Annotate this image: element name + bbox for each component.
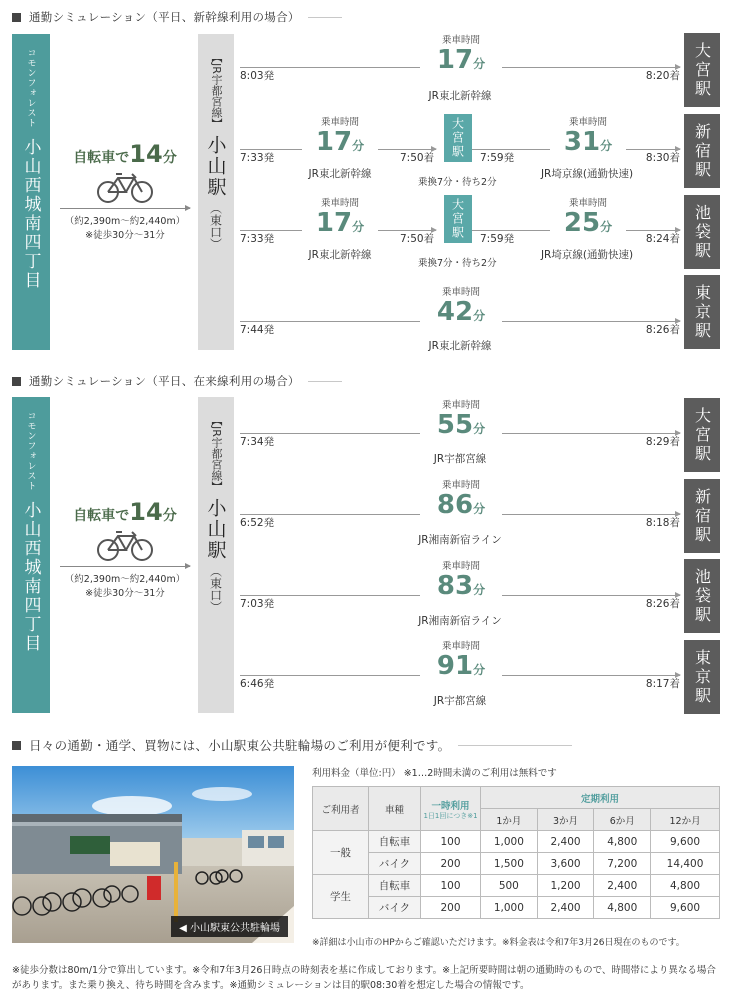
ride-time <box>550 114 626 156</box>
ride-minutes: 55 <box>436 410 474 440</box>
route-row <box>240 477 680 557</box>
ride-caption: 乗車時間 <box>568 198 607 209</box>
bike-label: 自転車で <box>73 508 130 524</box>
dest-omiya: 大宮駅 <box>684 33 720 107</box>
arrive-time: 8:18着 <box>645 517 680 529</box>
section-header <box>12 372 342 390</box>
bicycle-icon <box>96 170 154 204</box>
fee-cell: 14,400 <box>651 853 720 875</box>
ride-minutes: 17 <box>315 127 353 157</box>
header-user: ご利用者 <box>313 787 369 831</box>
dest-tokyo: 東京駅 <box>684 275 720 349</box>
line-name: JR東北新幹線 <box>428 340 492 352</box>
header-month: 3か月 <box>537 809 594 831</box>
bicycle-icon <box>96 528 154 562</box>
line-name: JR東北新幹線 <box>308 168 372 180</box>
fee-cell: 1,000 <box>481 897 538 919</box>
section-title: 日々の通勤・通学、買物には、小山駅東公共駐輪場のご利用が便利です。 <box>29 738 451 753</box>
section-title: 通勤シミュレーション（平日、新幹線利用の場合） <box>29 10 300 24</box>
ride-unit: 分 <box>473 663 486 677</box>
dest-ikebukuro: 池袋駅 <box>684 195 720 269</box>
route-row <box>240 193 680 273</box>
transfer-arrive-time: 7:50着 <box>400 233 435 245</box>
fee-cell: 2,400 <box>537 831 594 853</box>
bullet-square-icon <box>12 13 21 22</box>
section-title: 通勤シミュレーション（平日、在来線利用の場合） <box>29 374 300 388</box>
bike-minutes: 14 <box>129 140 163 168</box>
vehicle-type: 自転車 <box>369 875 421 897</box>
ride-caption: 乗車時間 <box>320 117 359 128</box>
ride-time <box>420 284 502 326</box>
fee-cell: 7,200 <box>594 853 651 875</box>
header-once-sub: 1日1回につき※1 <box>423 811 478 820</box>
ride-time <box>420 477 502 519</box>
fee-note: ※詳細は小山市のHPからご確認いただけます。※料金表は令和7年3月26日現在のものです。 <box>312 938 685 948</box>
line-name: JR東北新幹線 <box>308 249 372 261</box>
origin-station <box>198 34 234 350</box>
station-name: 小山駅 <box>204 497 227 561</box>
depart-time: 6:52発 <box>240 517 275 529</box>
route-row <box>240 397 680 477</box>
ride-minutes: 42 <box>436 297 474 327</box>
header-month: 6か月 <box>594 809 651 831</box>
transfer-station: 大宮駅 <box>444 114 472 162</box>
section-header <box>12 8 342 26</box>
ride-minutes: 17 <box>315 208 353 238</box>
bike-walk: ※徒歩30分～31分 <box>85 588 165 599</box>
fee-cell: 2,400 <box>537 897 594 919</box>
line-name: JR湘南新宿ライン <box>418 615 502 627</box>
bike-minutes: 14 <box>129 498 163 526</box>
header-once-label: 一時利用 <box>431 800 470 812</box>
bike-arrow <box>60 208 190 209</box>
vehicle-type: バイク <box>369 897 421 919</box>
bike-arrow <box>60 566 190 567</box>
ride-caption: 乗車時間 <box>441 287 480 298</box>
ride-minutes: 91 <box>436 651 474 681</box>
fee-cell: 9,600 <box>651 897 720 919</box>
line-name: JR湘南新宿ライン <box>418 534 502 546</box>
ride-time <box>550 195 626 237</box>
station-line: 【JR宇都宮線】 <box>210 52 223 129</box>
vehicle-type: バイク <box>369 853 421 875</box>
origin-address: 小山西城南四丁目 <box>20 501 41 653</box>
table-row <box>313 897 720 919</box>
footnote: ※徒歩分数は80m/1分で算出しています。※令和7年3月26日時点の時刻表を基に作成しております。※上記所要時間は朝の通勤時のもので、時間帯により異なる場合があります。また乗り換え、待ち時間を含みます。※通勤シミュレーションは目的駅08:30着を想定した場合の情報です。 <box>12 965 716 991</box>
origin-brand: コモンフォレスト <box>25 411 36 491</box>
ride-unit: 分 <box>473 57 486 71</box>
ride-caption: 乗車時間 <box>568 117 607 128</box>
route-row <box>240 284 680 364</box>
ride-unit: 分 <box>473 422 486 436</box>
header-pass: 定期利用 <box>481 787 720 809</box>
ride-minutes: 83 <box>436 571 474 601</box>
table-header-row <box>313 787 720 809</box>
route-row <box>240 112 680 192</box>
depart-time: 7:34発 <box>240 436 275 448</box>
table-row <box>313 831 720 853</box>
ride-unit: 分 <box>600 220 613 234</box>
route-row <box>240 30 680 110</box>
ride-unit: 分 <box>473 309 486 323</box>
fee-cell: 4,800 <box>651 875 720 897</box>
depart-time: 7:03発 <box>240 598 275 610</box>
dest-omiya: 大宮駅 <box>684 398 720 472</box>
bike-unit: 分 <box>162 508 177 524</box>
photo-caption: ◀ 小山駅東公共駐輪場 <box>171 916 288 937</box>
dest-shinjuku: 新宿駅 <box>684 114 720 188</box>
bike-distance: （約2,390m～約2,440m） <box>64 216 186 227</box>
ride-time <box>420 558 502 600</box>
bullet-square-icon <box>12 377 21 386</box>
ride-unit: 分 <box>473 583 486 597</box>
depart-time: 7:33発 <box>240 152 275 164</box>
ride-caption: 乗車時間 <box>441 400 480 411</box>
transfer-station: 大宮駅 <box>444 195 472 243</box>
station-line: 【JR宇都宮線】 <box>210 415 223 492</box>
ride-caption: 乗車時間 <box>441 480 480 491</box>
ride-time <box>420 638 502 680</box>
ride-caption: 乗車時間 <box>441 35 480 46</box>
fee-cell: 4,800 <box>594 831 651 853</box>
origin-panel <box>12 397 50 713</box>
bike-unit: 分 <box>162 150 177 166</box>
fee-heading: 利用料金（単位:円） ※1…2時間未満のご利用は無料です <box>312 768 557 779</box>
ride-caption: 乗車時間 <box>320 198 359 209</box>
route-row <box>240 638 680 718</box>
fee-cell: 200 <box>421 853 481 875</box>
fee-cell: 100 <box>421 875 481 897</box>
fee-cell: 1,200 <box>537 875 594 897</box>
transfer-arrive-time: 7:50着 <box>400 152 435 164</box>
ride-minutes: 31 <box>563 127 601 157</box>
bike-walk: ※徒歩30分～31分 <box>85 230 165 241</box>
line-name: JR宇都宮線 <box>433 695 487 707</box>
arrive-time: 8:29着 <box>645 436 680 448</box>
arrive-time: 8:20着 <box>645 70 680 82</box>
ride-time <box>420 32 502 74</box>
fee-cell: 9,600 <box>651 831 720 853</box>
origin-brand: コモンフォレスト <box>25 48 36 128</box>
bike-distance: （約2,390m～約2,440m） <box>64 574 186 585</box>
fee-cell: 100 <box>421 831 481 853</box>
transfer-depart-time: 7:59発 <box>480 233 515 245</box>
ride-unit: 分 <box>352 139 365 153</box>
ride-minutes: 86 <box>436 490 474 520</box>
header-type: 車種 <box>369 787 421 831</box>
ride-unit: 分 <box>352 220 365 234</box>
arrive-time: 8:17着 <box>645 678 680 690</box>
line-name: JR埼京線(通勤快速) <box>540 249 634 261</box>
header-month: 12か月 <box>651 809 720 831</box>
station-exit: （東口） <box>208 201 223 250</box>
depart-time: 7:33発 <box>240 233 275 245</box>
fee-cell: 500 <box>481 875 538 897</box>
bike-info <box>60 140 190 243</box>
line-name: JR埼京線(通勤快速) <box>540 168 634 180</box>
fee-cell: 1,500 <box>481 853 538 875</box>
bicycle-parking-photo <box>12 766 294 943</box>
depart-time: 6:46発 <box>240 678 275 690</box>
ride-time <box>302 195 378 237</box>
origin-station <box>198 397 234 713</box>
section-header <box>12 736 572 754</box>
bullet-square-icon <box>12 741 21 750</box>
vehicle-type: 自転車 <box>369 831 421 853</box>
ride-caption: 乗車時間 <box>441 641 480 652</box>
table-row <box>313 875 720 897</box>
line-name: JR東北新幹線 <box>428 90 492 102</box>
transfer-depart-time: 7:59発 <box>480 152 515 164</box>
fee-cell: 4,800 <box>594 897 651 919</box>
fee-cell: 200 <box>421 897 481 919</box>
dest-shinjuku: 新宿駅 <box>684 479 720 553</box>
bike-info <box>60 498 190 601</box>
header-month: 1か月 <box>481 809 538 831</box>
route-row <box>240 558 680 638</box>
ride-unit: 分 <box>473 502 486 516</box>
ride-minutes: 25 <box>563 208 601 238</box>
ride-minutes: 17 <box>436 45 474 75</box>
fee-cell: 3,600 <box>537 853 594 875</box>
user-category: 学生 <box>313 875 369 919</box>
header-once <box>421 787 481 831</box>
fee-cell: 2,400 <box>594 875 651 897</box>
arrive-time: 8:30着 <box>645 152 680 164</box>
user-category: 一般 <box>313 831 369 875</box>
table-row <box>313 853 720 875</box>
arrive-time: 8:26着 <box>645 324 680 336</box>
depart-time: 8:03発 <box>240 70 275 82</box>
station-name: 小山駅 <box>204 134 227 198</box>
transfer-note: 乗換7分・待ち2分 <box>418 258 497 269</box>
depart-time: 7:44発 <box>240 324 275 336</box>
origin-address: 小山西城南四丁目 <box>20 138 41 290</box>
ride-caption: 乗車時間 <box>441 561 480 572</box>
dest-ikebukuro: 池袋駅 <box>684 559 720 633</box>
ride-time <box>302 114 378 156</box>
ride-unit: 分 <box>600 139 613 153</box>
fee-table <box>312 786 720 919</box>
fee-cell: 1,000 <box>481 831 538 853</box>
bike-label: 自転車で <box>73 150 130 166</box>
transfer-note: 乗換7分・待ち2分 <box>418 177 497 188</box>
station-exit: （東口） <box>208 564 223 613</box>
ride-time <box>420 397 502 439</box>
line-name: JR宇都宮線 <box>433 453 487 465</box>
dest-tokyo: 東京駅 <box>684 640 720 714</box>
arrive-time: 8:24着 <box>645 233 680 245</box>
arrive-time: 8:26着 <box>645 598 680 610</box>
origin-panel <box>12 34 50 350</box>
